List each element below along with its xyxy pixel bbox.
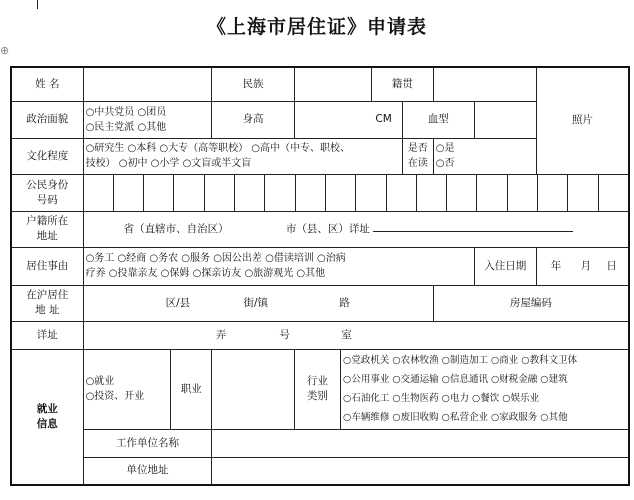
ethnicity-field[interactable] (294, 67, 371, 101)
industry-label (294, 349, 340, 429)
detail-address-field[interactable] (83, 321, 629, 349)
city-text: 市（县、区）详址 (285, 223, 370, 235)
ethnicity-label: 民族 (212, 67, 294, 101)
shanghai-address-label (11, 285, 83, 321)
id-digit-cell[interactable] (173, 175, 203, 211)
residence-reason-label: 居住事由 (11, 247, 83, 285)
photo-box[interactable]: 照片 (536, 67, 629, 174)
employment-label-line-1: 就业 (36, 402, 58, 415)
room-text: 室 (341, 328, 352, 341)
number-text: 号 (279, 328, 290, 341)
industry-options-line-2: ○公用事业 ○交通运输 ○信息通讯 ○财税金融 ○建筑 (343, 374, 568, 385)
text-cursor (37, 0, 38, 9)
checkin-date-label: 入住日期 (474, 247, 536, 285)
hukou-address-field[interactable] (83, 211, 629, 247)
month-label: 月 (580, 259, 592, 272)
id-digit-cell[interactable] (143, 175, 173, 211)
in-school-label-line-2: 在读 (407, 158, 428, 169)
id-digit-cell[interactable] (113, 175, 143, 211)
education-options-line-2: 技校） ○初中 ○小学 ○文盲或半文盲 (85, 158, 252, 169)
id-digit-cell[interactable] (537, 175, 567, 211)
id-number-label-line-1: 公民身份 (26, 178, 69, 191)
id-number-label-line-2: 号码 (36, 193, 58, 206)
occupation-label: 职业 (171, 349, 212, 429)
street-text: 街/镇 (243, 296, 269, 309)
political-options[interactable] (83, 101, 212, 138)
occupation-field[interactable] (212, 349, 294, 429)
lane-text: 弄 (215, 328, 227, 341)
name-field[interactable] (83, 67, 212, 101)
in-school-yes[interactable]: ○是 (435, 143, 455, 154)
shanghai-address-label-line-2: 地 址 (35, 304, 60, 316)
checkin-date-field[interactable] (536, 247, 629, 285)
political-label: 政治面貌 (11, 101, 83, 138)
hukou-address-label-line-1: 户籍所在 (26, 215, 69, 227)
industry-label-line-2: 类别 (306, 390, 328, 402)
id-number-label (11, 174, 83, 211)
reason-options-line-2: 疗养 ○投靠亲友 ○保姆 ○探亲访友 ○旅游观光 ○其他 (85, 268, 326, 279)
education-options-line-1: ○研究生 ○本科 ○大专（高等职校） ○高中（中专、职校、 (85, 143, 351, 154)
id-digit-cell[interactable] (476, 175, 506, 211)
move-anchor-icon[interactable]: ⊕ (0, 44, 10, 57)
district-text: 区/县 (165, 296, 191, 309)
employment-type-options[interactable] (83, 349, 171, 429)
education-label: 文化程度 (11, 138, 83, 174)
education-options[interactable] (83, 138, 402, 174)
industry-options-line-3: ○石油化工 ○生物医药 ○电力 ○餐饮 ○娱乐业 (343, 393, 540, 404)
id-digit-cell[interactable] (446, 175, 476, 211)
id-digit-cell[interactable] (598, 175, 628, 211)
shanghai-address-label-line-1: 在沪居住 (26, 289, 69, 301)
id-digit-cell[interactable] (567, 175, 597, 211)
political-options-line-1: ○中共党员 ○团员 (85, 106, 167, 118)
id-number-field[interactable] (83, 174, 629, 211)
id-digit-cell[interactable] (234, 175, 264, 211)
id-digit-cell[interactable] (325, 175, 355, 211)
employed-option[interactable]: ○就业 (85, 376, 115, 387)
application-form (10, 66, 630, 486)
day-label: 日 (606, 259, 617, 272)
in-school-no[interactable]: ○否 (435, 158, 455, 169)
detail-address-label: 详址 (11, 321, 83, 349)
employment-label-line-2: 信息 (36, 417, 58, 430)
employer-address-label: 单位地址 (83, 457, 212, 485)
year-label: 年 (550, 259, 562, 272)
id-digit-cell[interactable] (204, 175, 234, 211)
employer-name-field[interactable] (212, 429, 629, 457)
invest-option[interactable]: ○投资、开业 (85, 391, 145, 402)
employer-address-field[interactable] (212, 457, 629, 485)
height-unit: CM (294, 101, 402, 138)
hukou-address-label (11, 211, 83, 247)
height-label: 身高 (212, 101, 294, 138)
industry-label-line-1: 行业 (306, 375, 328, 387)
native-place-field[interactable] (433, 67, 536, 101)
id-digit-cell[interactable] (295, 175, 325, 211)
native-place-label: 籍贯 (371, 67, 433, 101)
in-school-options[interactable] (433, 138, 536, 174)
id-digit-cell[interactable] (386, 175, 416, 211)
industry-options[interactable] (341, 349, 629, 429)
reason-options-line-1: ○务工 ○经商 ○务农 ○服务 ○因公出差 ○借读培训 ○治病 (85, 253, 346, 264)
province-text: 省（直辖市、自治区） (123, 223, 229, 235)
employer-name-label: 工作单位名称 (83, 429, 212, 457)
in-school-label-line-1: 是否 (407, 143, 428, 154)
employment-section-label (11, 349, 83, 485)
road-text: 路 (339, 296, 350, 309)
name-label: 姓 名 (11, 67, 83, 101)
blood-type-field[interactable] (474, 101, 536, 138)
residence-reason-options[interactable] (83, 247, 474, 285)
id-digit-cell[interactable] (416, 175, 446, 211)
blood-type-label: 血型 (402, 101, 474, 138)
form-title: 《上海市居住证》申请表 (206, 16, 427, 38)
political-options-line-2: ○民主党派 ○其他 (85, 121, 167, 133)
hukou-address-label-line-2: 地址 (36, 230, 58, 242)
shanghai-address-field[interactable] (83, 285, 433, 321)
id-digit-cell[interactable] (84, 175, 113, 211)
id-digit-cell[interactable] (507, 175, 537, 211)
house-code-label: 房屋编码 (433, 285, 629, 321)
in-school-label (402, 138, 433, 174)
industry-options-line-4: ○车辆维修 ○废旧收购 ○私营企业 ○家政服务 ○其他 (343, 412, 568, 423)
id-digit-cell[interactable] (264, 175, 294, 211)
id-digit-cell[interactable] (355, 175, 385, 211)
industry-options-line-1: ○党政机关 ○农林牧渔 ○制造加工 ○商业 ○教科文卫体 (343, 355, 578, 366)
hukou-detail-underline[interactable] (373, 221, 573, 232)
